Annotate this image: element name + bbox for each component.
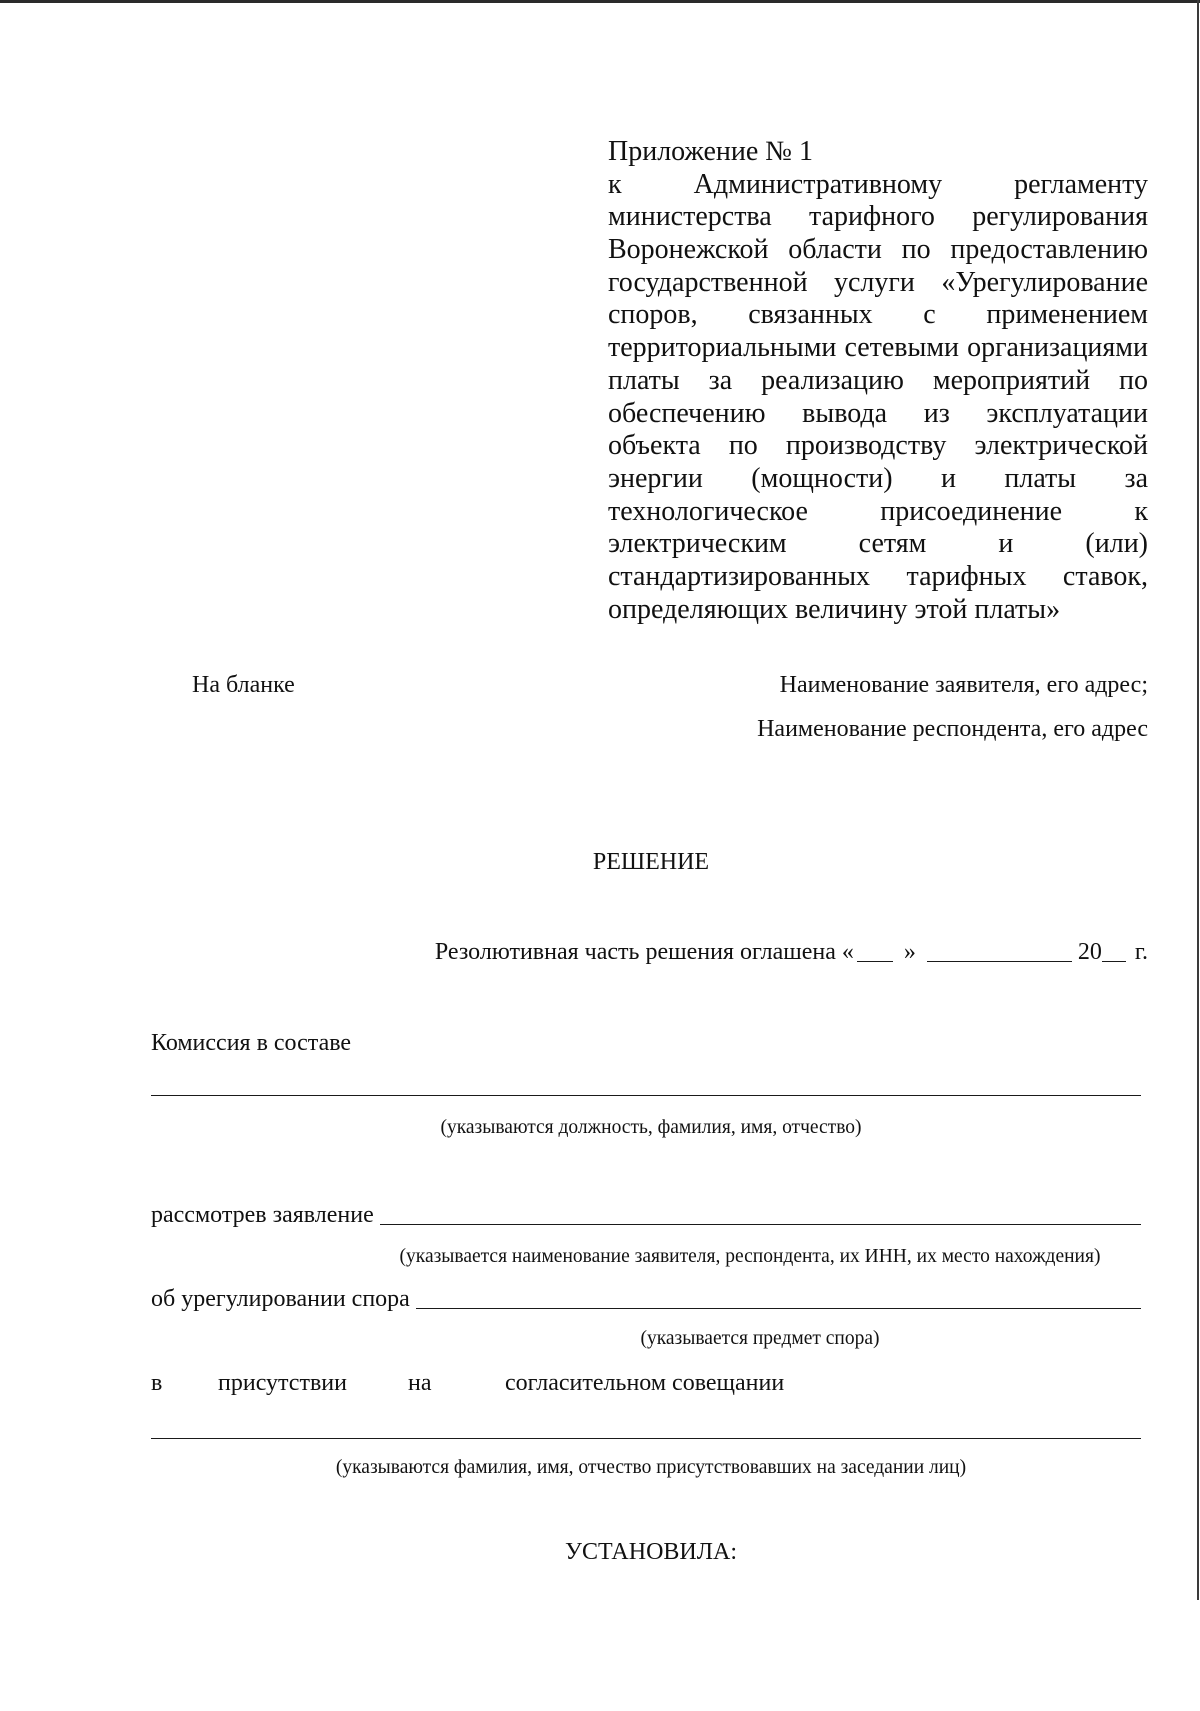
presence-word: в xyxy=(151,1370,163,1396)
appendix-line-5 xyxy=(608,267,1148,300)
dispute-row xyxy=(151,1285,1141,1313)
year-blank xyxy=(1102,961,1126,962)
presence-hint: (указываются фамилия, имя, отчество присутствовавших на заседании лиц) xyxy=(335,1457,967,1478)
applicant-placeholder: Наименование заявителя, его адрес; xyxy=(779,672,1148,698)
appendix-line-text: стандартизированных тарифных ставок, xyxy=(608,560,1148,592)
appendix-line-text: споров, связанных с применением xyxy=(608,299,1148,331)
appendix-title: Приложение № 1 xyxy=(608,136,813,167)
appendix-line-6 xyxy=(608,299,1148,332)
year-suffix: г. xyxy=(1134,939,1148,965)
presence-row xyxy=(0,1369,1200,1397)
resolution-heading: УСТАНОВИЛА: xyxy=(564,1539,738,1565)
dispute-blank-line xyxy=(416,1308,1141,1309)
letterhead-note: На бланке xyxy=(192,672,295,698)
announcement-prefix: Резолютивная часть решения оглашена « xyxy=(434,939,854,965)
appendix-line-11 xyxy=(608,463,1148,496)
dispute-hint: (указывается предмет спора) xyxy=(640,1328,880,1349)
appendix-line-2 xyxy=(608,169,1148,202)
application-blank-line xyxy=(380,1224,1141,1225)
commission-label: Комиссия в составе xyxy=(151,1030,352,1056)
appendix-line-10 xyxy=(608,430,1148,463)
year-prefix: 20 xyxy=(1077,939,1102,965)
appendix-line-4 xyxy=(608,234,1148,267)
appendix-line-text: платы за реализацию мероприятий по xyxy=(608,364,1148,396)
document-title: РЕШЕНИЕ xyxy=(592,849,710,875)
announcement-line xyxy=(435,938,1148,966)
appendix-line-13 xyxy=(608,528,1148,561)
appendix-line-text: министерства тарифного регулирования xyxy=(608,201,1148,233)
scan-edge-right xyxy=(1197,0,1199,1600)
appendix-line-3 xyxy=(608,201,1148,234)
presence-word: на xyxy=(408,1370,432,1396)
appendix-line-text: электрическим сетям и (или) xyxy=(608,528,1148,560)
presence-word: присутствии xyxy=(218,1370,347,1396)
appendix-line-text: государственной услуги «Урегулирование xyxy=(608,266,1148,298)
appendix-line-9 xyxy=(608,398,1148,431)
appendix-line-1 xyxy=(608,136,1148,169)
appendix-line-text: к Административному регламенту xyxy=(608,168,1148,200)
application-hint: (указывается наименование заявителя, респондента, их ИНН, их место нахождения) xyxy=(399,1246,1101,1267)
scan-edge-top xyxy=(0,0,1200,3)
appendix-line-7 xyxy=(608,332,1148,365)
day-blank xyxy=(857,961,893,962)
appendix-line-12 xyxy=(608,496,1148,529)
presence-word: согласительном совещании xyxy=(505,1370,785,1396)
appendix-line-text: Воронежской области по предоставлению xyxy=(608,234,1148,266)
dispute-label: об урегулировании спора xyxy=(151,1286,410,1312)
commission-hint: (указываются должность, фамилия, имя, отчество) xyxy=(440,1117,862,1138)
appendix-line-14 xyxy=(608,561,1148,594)
application-label: рассмотрев заявление xyxy=(151,1202,374,1228)
respondent-placeholder: Наименование респондента, его адрес xyxy=(757,716,1148,742)
application-row xyxy=(151,1201,1141,1229)
commission-blank-line xyxy=(151,1095,1141,1096)
appendix-line-8 xyxy=(608,365,1148,398)
appendix-line-text: определяющих величину этой платы» xyxy=(608,593,1061,625)
appendix-header xyxy=(608,136,1148,626)
month-blank xyxy=(927,961,1072,962)
day-close-quote: » xyxy=(903,939,916,965)
appendix-line-text: территориальными сетевыми организациями xyxy=(608,332,1148,364)
appendix-line-15 xyxy=(608,594,1148,627)
appendix-line-text: обеспечению вывода из эксплуатации xyxy=(608,397,1148,429)
appendix-line-text: технологическое присоединение к xyxy=(608,495,1148,527)
appendix-line-text: энергии (мощности) и платы за xyxy=(608,462,1148,494)
presence-blank-line xyxy=(151,1438,1141,1439)
appendix-line-text: объекта по производству электрической xyxy=(608,430,1148,462)
